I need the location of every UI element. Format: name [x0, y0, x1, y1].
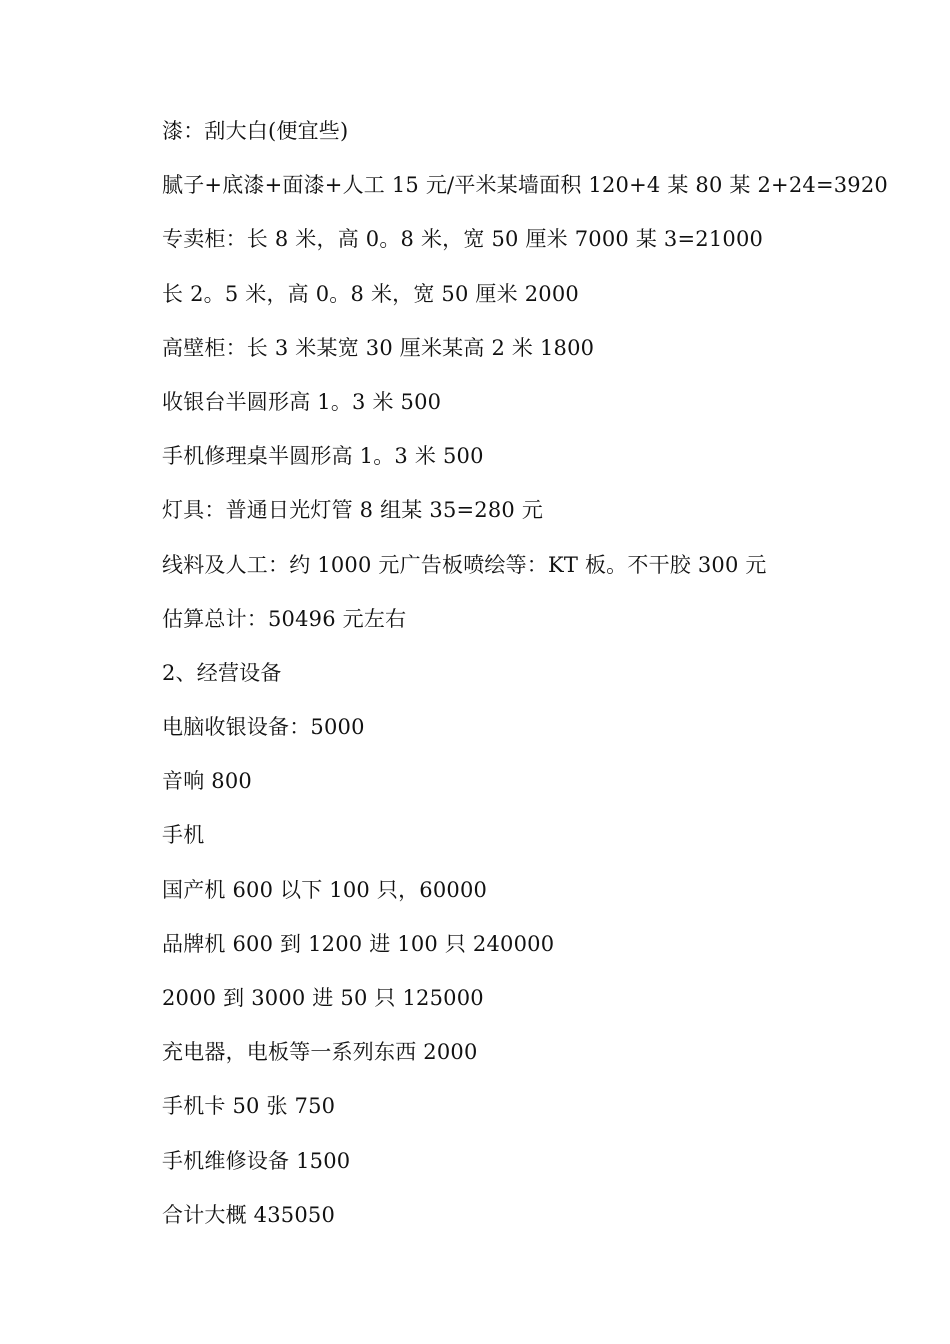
text-line-repair-desk: 手机修理桌半圆形高 1。3 米 500	[162, 444, 484, 469]
text-line-chargers: 充电器，电板等一系列东西 2000	[162, 1040, 478, 1065]
text-line-sim-cards: 手机卡 50 张 750	[162, 1094, 336, 1119]
text-line-premium-phones: 2000 到 3000 进 50 只 125000	[162, 986, 484, 1010]
text-line-phones: 手机	[162, 823, 205, 848]
text-line-wall-cabinet: 高壁柜：长 3 米某宽 30 厘米某高 2 米 1800	[162, 335, 595, 360]
text-line-lighting: 灯具：普通日光灯管 8 组某 35=280 元	[162, 498, 544, 523]
text-line-repair-equipment: 手机维修设备 1500	[162, 1148, 351, 1173]
section-heading-equipment: 2、经营设备	[162, 660, 282, 685]
text-line-paint: 漆：刮大白(便宜些)	[162, 119, 349, 143]
text-line-cabinet-size: 长 2。5 米，高 0。8 米，宽 50 厘米 2000	[162, 281, 579, 306]
text-line-audio: 音响 800	[162, 769, 252, 794]
text-line-wiring-signage: 线料及人工：约 1000 元广告板喷绘等：KT 板。不干胶 300 元	[162, 552, 767, 577]
text-line-pos-equipment: 电脑收银设备：5000	[162, 715, 365, 740]
text-line-domestic-phones: 国产机 600 以下 100 只，60000	[162, 877, 488, 902]
document-body	[162, 113, 922, 1251]
text-line-estimated-total: 估算总计：50496 元左右	[162, 606, 407, 631]
text-line-putty-cost: 腻子+底漆+面漆+人工 15 元/平米某墙面积 120+4 某 80 某 2+24=3920	[162, 173, 888, 198]
text-line-grand-total: 合计大概 435050	[162, 1202, 336, 1227]
text-line-brand-phones: 品牌机 600 到 1200 进 100 只 240000	[162, 931, 555, 956]
text-line-display-cabinet: 专卖柜：长 8 米，高 0。8 米，宽 50 厘米 7000 某 3=21000	[162, 227, 764, 252]
text-line-checkout-counter: 收银台半圆形高 1。3 米 500	[162, 389, 442, 414]
